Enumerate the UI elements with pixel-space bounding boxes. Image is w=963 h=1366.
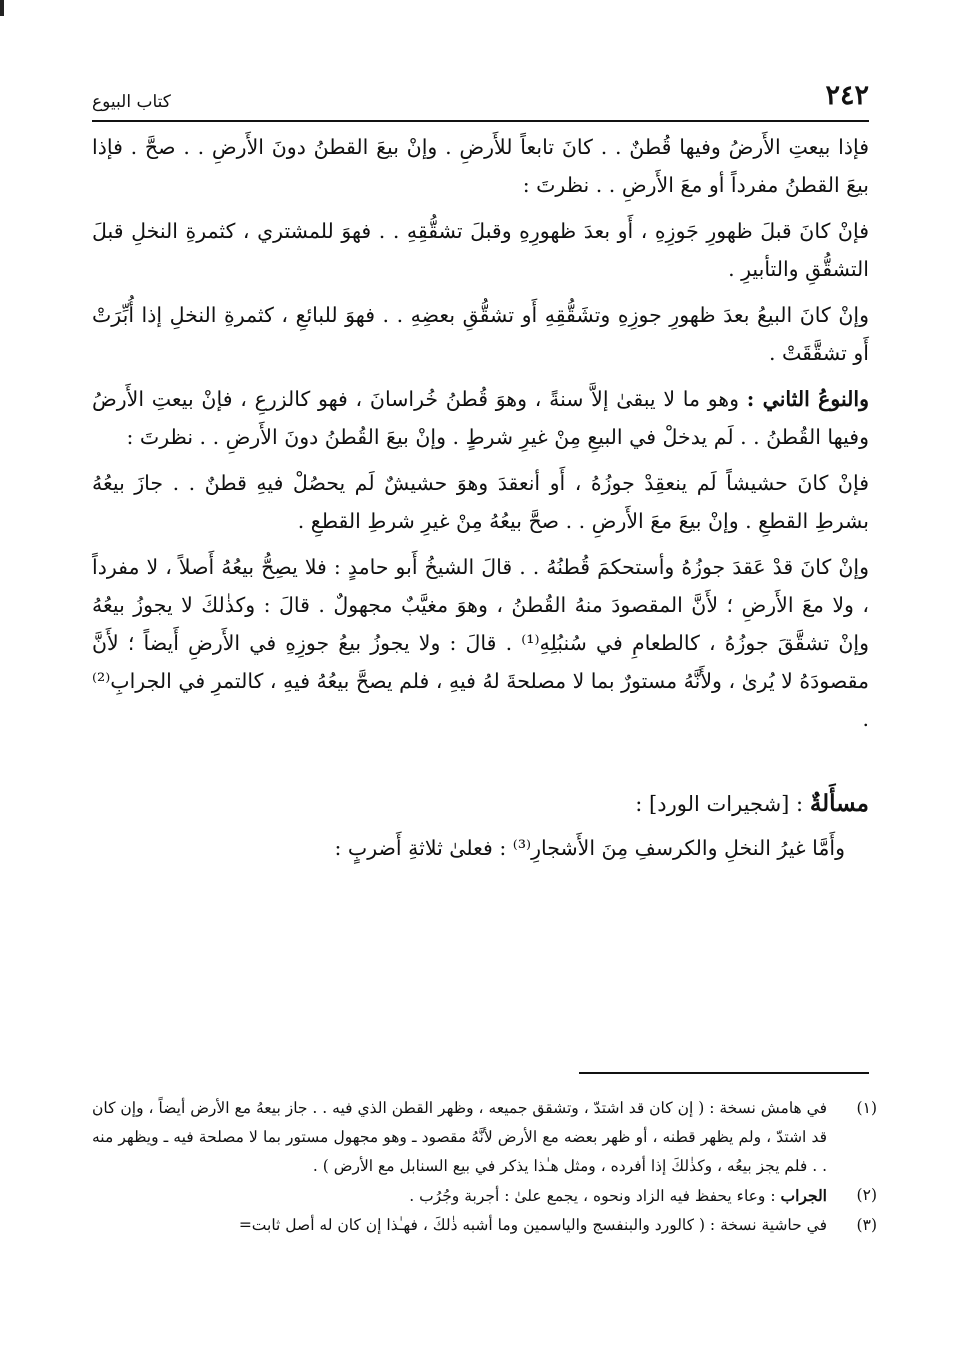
- footnote: [92, 1211, 877, 1240]
- running-title: كتاب البيوع: [92, 92, 171, 112]
- footnote: [92, 1181, 877, 1211]
- footnote-text: في هامش نسخة : ( إن كان قد اشتدّ ، وتشقق جميعه ، وظهر القطن الذي فيه . . جاز بيعهُ مع الأرض أيضاً ، وإن كان قد اشتدّ ، ولم يظهر قطنه ، أو ظهر بعضه مع الأرض لأنَّهُ مقصود ـ وهو مجهول مستور بما لا مصلحة فيه ـ ويظهر منه . . فلم يجز بيعُه ، وكذٰلكَ إذا أفرده ، ومثل هـٰذا يذكر في بيع السنابل مع الأرض ) .: [92, 1099, 827, 1175]
- paragraph-text: وهو ما لا يبقىٰ إلاَّ سنةً ، وهوَ قُطنُ خُراسانَ ، فهو كالزرعِ ، فإنْ بيعتِ الأَرضُ وفيها القُطنُ . . لَم يدخلْ في البيعِ مِنْ غيرِ شرطٍ . وإنْ بيعَ القُطنُ دونَ الأَرضِ . . نظرتَ :: [92, 387, 869, 449]
- question-title: مسأَلةٌ: [809, 790, 869, 817]
- paragraph: فإنْ كانَ حشيشاً لَم ينعقِدْ جوزُهُ ، أَو أنعقدَ وهوَ حشيشٌ لَم يحصُلْ فيهِ قطنٌ . . جازَ بيعُهُ بشرطِ القطعِ . وإنْ بيعَ معَ الأَرضِ . . صحَّ بيعُهُ مِنْ غيرِ شرطِ القطعِ .: [92, 471, 869, 533]
- second-type-label: والنوعُ الثاني :: [746, 387, 870, 411]
- footnote-separator: [579, 1072, 869, 1074]
- paragraph: وإنْ كانَ قدْ عَقدَ جوزُهُ وأستحكمَ قُطنُهُ . . قالَ الشيخُ أَبو حامدٍ : فلا يصِحُّ بيعُهُ أَصلاً ، لا مفرداً ، ولا معَ الأَرضِ ؛ لأَنَّ المقصودَ منهُ القُطنُ ، وهوَ مغيَّبٌ مجهولٌ . قالَ : وكذٰلكَ لا يجوزُ بيعُهُ وإنْ تشقَّقَ جوزُهُ ، كالطعامِ في سُنبُلِهِ⁽¹⁾ . قالَ : ولا يجوزُ بيعُ جوزِهِ في الأَرضِ أَيضاً ؛ لأَنَّ مقصودَهُ لا يُرىٰ ، ولأَنَّهُ مستورٌ بما لا مصلحةَ لهُ فيهِ ، فلم يصحَّ بيعُهُ فيهِ ، كالتمرِ في الجرابِ⁽²⁾ .: [92, 555, 870, 731]
- paragraph: وإنْ كانَ البيعُ بعدَ ظهورِ جوزِهِ وتشَقُّقِهِ أَو تشقُّقِ بعضِهِ . . فهوَ للبائعِ ، كثمرةِ النخلِ إذا أُبِّرَتْ أَو تشقَّقَتْ .: [92, 303, 869, 365]
- footnote-number: (١): [856, 1099, 877, 1117]
- footnote-number: (٣): [856, 1216, 877, 1234]
- paragraph: فإنْ كانَ قبلَ ظهورِ جَوزِهِ ، أَو بعدَ ظهورِهِ وقبلَ تشقُّقِهِ . . فهوَ للمشتري ، كثمرةِ النخلِ قبلَ التشقُّقِ والتأبيرِ .: [92, 219, 869, 281]
- main-text: [92, 128, 869, 870]
- footnote-text: في حاشية نسخة : ( كالورد والبنفسج والياسمين وما أشبه ذٰلكَ ، فهـٰذا إن كان له أصل ثابت=: [238, 1216, 827, 1234]
- page-header: [92, 78, 869, 122]
- footnotes: [92, 1094, 877, 1240]
- footnote: [92, 1094, 877, 1181]
- footnote-text: : وعاء يحفظ فيه الزاد ونحوه ، يجمع علىٰ : أجربة وجُرُب .: [409, 1187, 776, 1205]
- footnote-number: (٢): [856, 1186, 877, 1204]
- question-subtitle: : [شجيرات الورد] :: [635, 792, 804, 816]
- scan-edge-mark: [0, 0, 4, 16]
- footnote-body: [92, 1181, 827, 1211]
- footnote-headword: الجراب: [780, 1186, 827, 1205]
- paragraph-second-type: [92, 380, 869, 456]
- paragraph: فإذا بيعتِ الأَرضُ وفيها قُطنٌ . . كانَ تابعاً للأَرضِ . وإنْ بيعَ القطنُ دونَ الأَرضِ . . صحَّ . فإذا بيعَ القطنُ مفرداً أو معَ الأَرضِ . . نظرتَ :: [92, 135, 869, 197]
- question-text: وأَمَّا غيرُ النخلِ والكرسفِ مِنَ الأَشجارِ⁽³⁾ : فعلىٰ ثلاثةِ أَضربٍ :: [334, 836, 845, 860]
- question-heading: [92, 782, 869, 826]
- page-number: ٢٤٢: [825, 80, 869, 111]
